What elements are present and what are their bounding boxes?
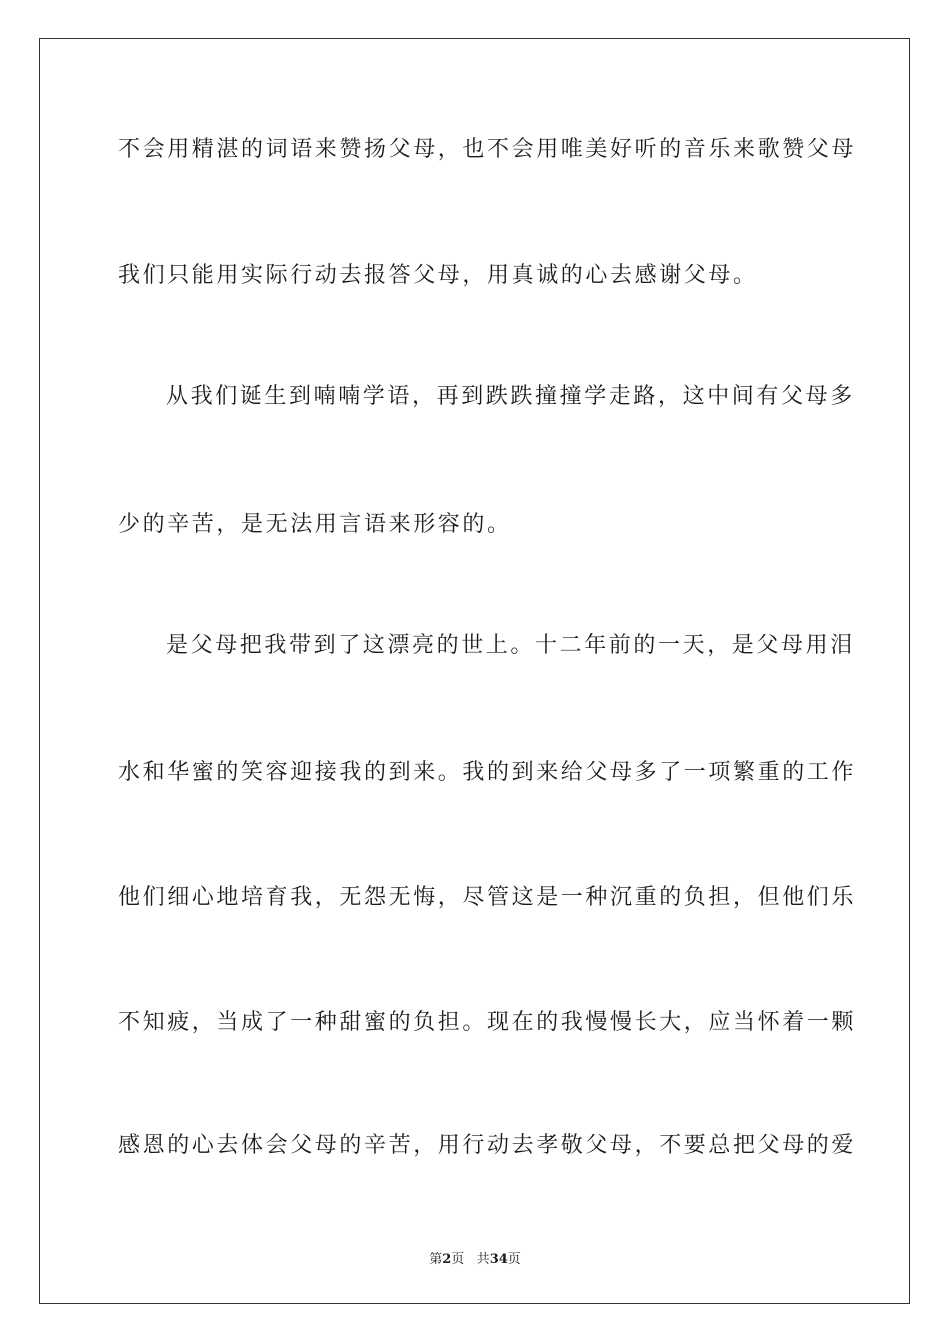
text-line-2: 我们只能用实际行动去报答父母，用真诚的心去感谢父母。 <box>118 263 758 288</box>
page-border <box>39 38 910 1304</box>
text-line-5: 是父母把我带到了这漂亮的世上。十二年前的一天，是父母用泪 <box>166 633 855 658</box>
page-footer <box>0 1248 950 1267</box>
page-label-suffix: 页 <box>451 1252 465 1267</box>
text-line-7: 他们细心地培育我，无怨无悔，尽管这是一种沉重的负担，但他们乐 <box>118 885 857 910</box>
page-number: 2 <box>442 1252 452 1267</box>
text-line-8: 不知疲，当成了一种甜蜜的负担。现在的我慢慢长大，应当怀着一颗 <box>118 1010 857 1035</box>
text-line-3: 从我们诞生到喃喃学语，再到跌跌撞撞学走路，这中间有父母多 <box>166 384 855 409</box>
total-label-prefix: 共 <box>476 1252 490 1267</box>
text-line-9: 感恩的心去体会父母的辛苦，用行动去孝敬父母，不要总把父母的爱 <box>118 1133 857 1158</box>
text-line-4: 少的辛苦，是无法用言语来形容的。 <box>118 512 512 537</box>
page-label-prefix: 第 <box>429 1252 443 1267</box>
text-line-6: 水和华蜜的笑容迎接我的到来。我的到来给父母多了一项繁重的工作 <box>118 760 857 785</box>
total-label-suffix: 页 <box>507 1252 521 1267</box>
total-pages: 34 <box>489 1252 508 1267</box>
text-line-1: 不会用精湛的词语来赞扬父母，也不会用唯美好听的音乐来歌赞父母 <box>118 137 857 162</box>
